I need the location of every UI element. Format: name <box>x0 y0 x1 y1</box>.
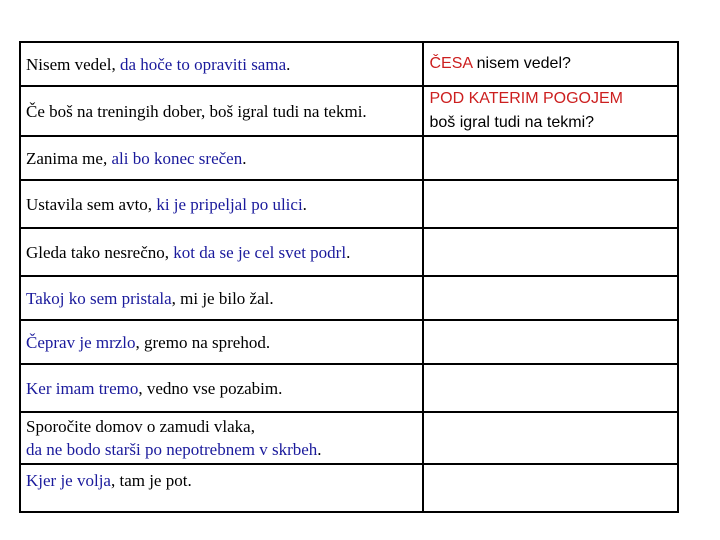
sentence-main-clause: Ustavila sem avto, <box>26 194 157 214</box>
sentence-ending: , mi je bilo žal. <box>171 288 274 308</box>
sentence-cell <box>20 180 423 228</box>
sentence-subordinate-clause: da ne bodo starši po nepotrebnem v skrbeh <box>26 440 318 459</box>
sentence-cell <box>20 86 423 136</box>
table-row <box>20 180 678 228</box>
sentence-ending: , vedno vse pozabim. <box>138 378 283 398</box>
sentence-cell <box>20 364 423 412</box>
sentence-subordinate-clause: Čeprav je mrzlo <box>26 332 136 352</box>
sentence-ending: . <box>286 54 291 74</box>
sentence-subordinate-clause: Ker imam tremo <box>26 378 139 398</box>
sentence-cell <box>20 412 423 464</box>
sentence-ending: , boš igral tudi na tekmi. <box>200 101 367 121</box>
table-row <box>20 364 678 412</box>
sentence-main-clause: Zanima me, <box>26 148 112 168</box>
question-rest: boš igral tudi na tekmi? <box>429 114 595 131</box>
table-row <box>20 136 678 180</box>
table-row <box>20 320 678 364</box>
table-row <box>20 42 678 86</box>
sentence-ending: , gremo na sprehod. <box>135 332 271 352</box>
sentence-subordinate-clause: kot da se je cel svet podrl <box>173 242 347 262</box>
sentence-subordinate-clause: da hoče to opraviti sama <box>119 54 287 74</box>
answer-cell-empty[interactable] <box>423 364 678 412</box>
sentence-cell <box>20 228 423 276</box>
sentence-main-clause: Gleda tako nesrečno, <box>26 242 174 262</box>
exercise-table <box>19 41 679 513</box>
sentence-cell <box>20 464 423 512</box>
table-row <box>20 276 678 320</box>
table-row <box>20 86 678 136</box>
answer-cell-empty[interactable] <box>423 228 678 276</box>
sentence-cell <box>20 42 423 86</box>
table-row <box>20 412 678 464</box>
sentence-subordinate-clause: Takoj ko sem pristala <box>26 288 172 308</box>
table-row <box>20 228 678 276</box>
sentence-main-clause: Če boš na treningih dober <box>26 101 201 121</box>
sentence-subordinate-clause: Kjer je volja <box>26 471 111 490</box>
answer-cell-empty[interactable] <box>423 276 678 320</box>
answer-cell-empty[interactable] <box>423 136 678 180</box>
sentence-subordinate-clause: ki je pripeljal po ulici <box>156 194 303 214</box>
sentence-ending: . <box>302 194 307 214</box>
sentence-ending: , tam je pot. <box>110 471 192 490</box>
sentence-cell <box>20 276 423 320</box>
answer-cell-empty[interactable] <box>423 412 678 464</box>
question-word: ČESA <box>429 55 473 72</box>
sentence-cell <box>20 320 423 364</box>
sentence-cell <box>20 136 423 180</box>
sentence-main-clause: Nisem vedel, <box>26 54 120 74</box>
sentence-ending: . <box>242 148 247 168</box>
question-rest: nisem vedel? <box>472 55 571 72</box>
answer-cell-empty[interactable] <box>423 464 678 512</box>
sentence-ending: . <box>317 440 322 459</box>
question-word: POD KATERIM POGOJEM <box>429 90 623 107</box>
table-row <box>20 464 678 512</box>
sentence-main-clause: Sporočite domov o zamudi vlaka, <box>26 417 255 436</box>
answer-cell-empty[interactable] <box>423 320 678 364</box>
question-cell <box>423 86 678 136</box>
answer-cell-empty[interactable] <box>423 180 678 228</box>
sentence-subordinate-clause: ali bo konec srečen <box>111 148 243 168</box>
question-cell <box>423 42 678 86</box>
sentence-ending: . <box>346 242 351 262</box>
